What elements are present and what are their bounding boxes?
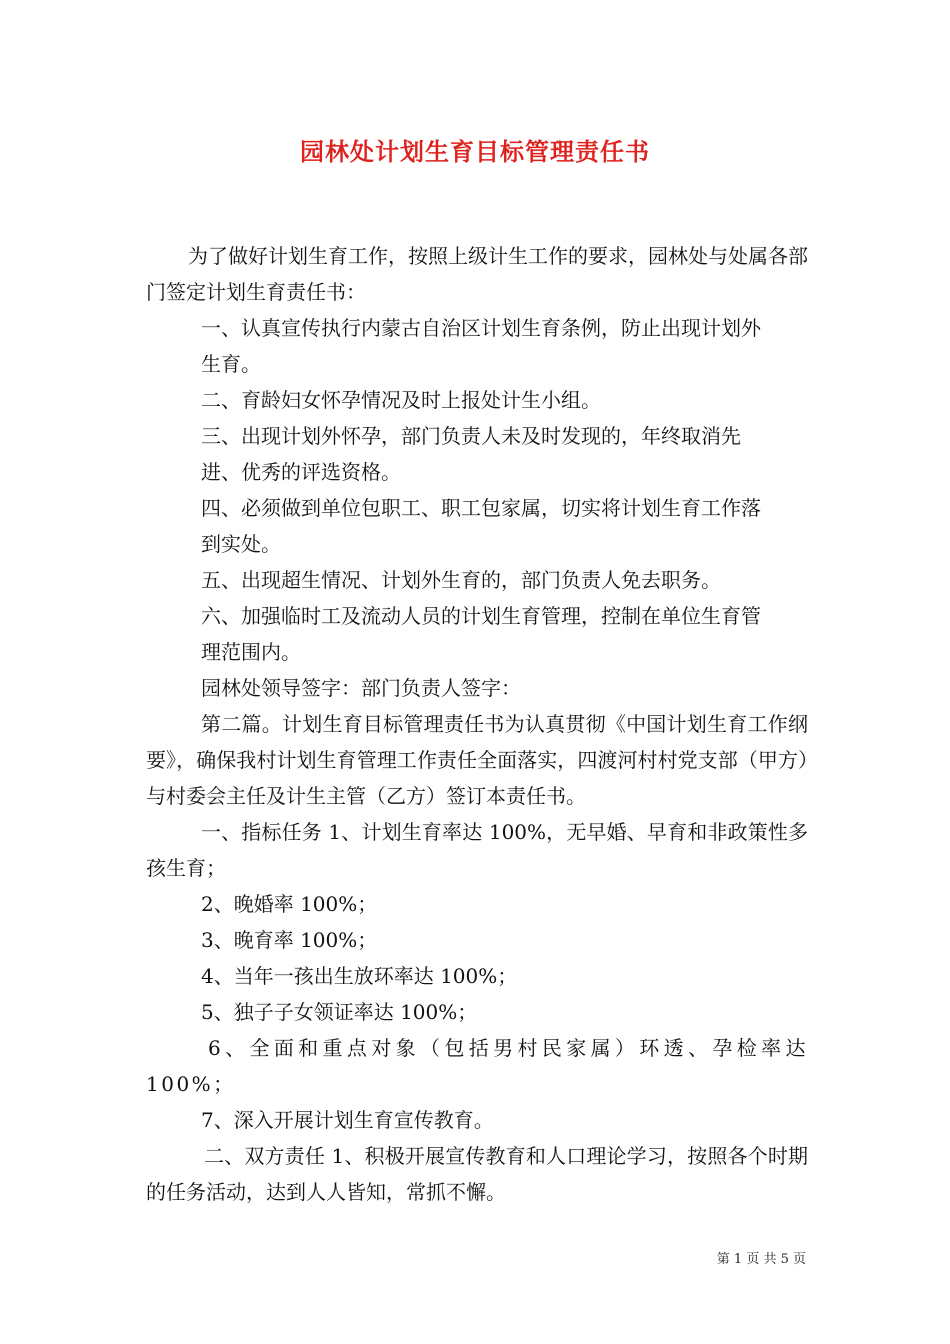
target-item: 5、独子子女领证率达 100%； <box>201 1000 478 1024</box>
second-part-paragraph: 第二篇。计划生育目标管理责任书为认真贯彻《中国计划生育工作纲要》，确保我村计划生育管理工作责任全面落实，四渡河村村党支部（甲方）与村委会主任及计生主管（乙方）签订本责任书。 <box>146 712 808 808</box>
duties-paragraph: 二、双方责任 1、积极开展宣传教育和人口理论学习，按照各个时期的任务活动，达到人人皆知，常抓不懈。 <box>146 1144 808 1204</box>
target-item: 4、当年一孩出生放环率达 100%； <box>201 964 518 988</box>
list-item: 六、加强临时工及流动人员的计划生育管理，控制在单位生育管理范围内。 <box>201 604 761 664</box>
target-item: 6、全面和重点对象（包括男村民家属）环透、孕检率达 100%； <box>146 1036 808 1096</box>
list-item: 一、认真宣传执行内蒙古自治区计划生育条例，防止出现计划外生育。 <box>201 316 761 376</box>
page-number: 第 1 页 共 5 页 <box>716 1252 806 1267</box>
target-item: 7、深入开展计划生育宣传教育。 <box>201 1108 494 1132</box>
list-item: 五、出现超生情况、计划外生育的，部门负责人免去职务。 <box>201 568 721 592</box>
list-item: 三、出现计划外怀孕，部门负责人未及时发现的，年终取消先进、优秀的评选资格。 <box>201 424 741 484</box>
target-item: 一、指标任务 1、计划生育率达 100%，无早婚、早育和非政策性多孩生育； <box>146 820 808 880</box>
intro-paragraph: 为了做好计划生育工作，按照上级计生工作的要求，园林处与处属各部门签定计划生育责任书： <box>146 244 808 304</box>
signature-line: 园林处领导签字：部门负责人签字： <box>201 676 521 700</box>
target-item: 3、晚育率 100%； <box>201 928 378 952</box>
list-item: 二、育龄妇女怀孕情况及时上报处计生小组。 <box>201 388 601 412</box>
target-item: 2、晚婚率 100%； <box>201 892 378 916</box>
page-title: 园林处计划生育目标管理责任书 <box>300 137 650 166</box>
document-body <box>146 238 808 1210</box>
list-item: 四、必须做到单位包职工、职工包家属，切实将计划生育工作落到实处。 <box>201 496 761 556</box>
